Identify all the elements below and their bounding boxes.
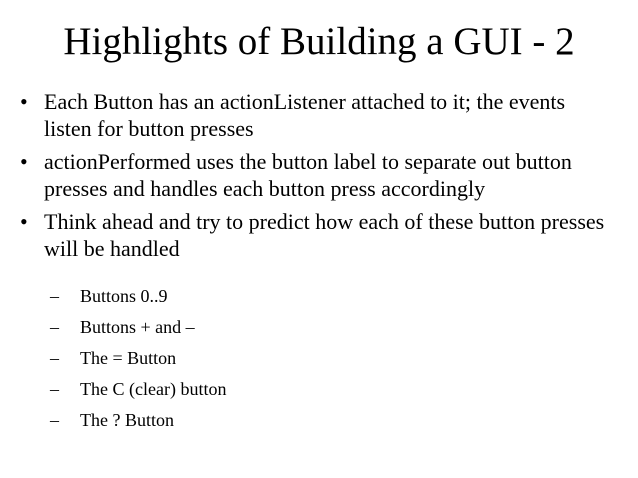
subbullet-item [50, 286, 226, 307]
subbullet-list [50, 286, 226, 441]
subbullet-text: Buttons 0..9 [80, 286, 168, 306]
bullet-marker: • [20, 89, 28, 114]
bullet-text: Think ahead and try to predict how each of these button presses will be handled [44, 209, 605, 261]
dash-marker: – [50, 317, 59, 337]
subbullet-item [50, 317, 226, 338]
dash-marker: – [50, 286, 59, 306]
bullet-item [18, 208, 618, 262]
bullet-marker: • [20, 149, 28, 174]
dash-marker: – [50, 348, 59, 368]
dash-marker: – [50, 379, 59, 399]
subbullet-text: Buttons + and – [80, 317, 195, 337]
subbullet-text: The ? Button [80, 410, 174, 430]
slide-title: Highlights of Building a GUI - 2 [63, 20, 575, 63]
subbullet-text: The = Button [80, 348, 177, 368]
dash-marker: – [50, 410, 59, 430]
bullet-text: actionPerformed uses the button label to separate out button presses and handles each button press accordingly [44, 149, 572, 201]
bullet-item [18, 148, 618, 202]
bullet-text: Each Button has an actionListener attached to it; the events listen for button presses [44, 89, 566, 141]
bullet-marker: • [20, 209, 28, 234]
subbullet-item [50, 348, 226, 369]
subbullet-text: The C (clear) button [80, 379, 227, 399]
subbullet-item [50, 410, 226, 431]
bullet-list [18, 88, 618, 268]
subbullet-item [50, 379, 226, 400]
bullet-item [18, 88, 618, 142]
